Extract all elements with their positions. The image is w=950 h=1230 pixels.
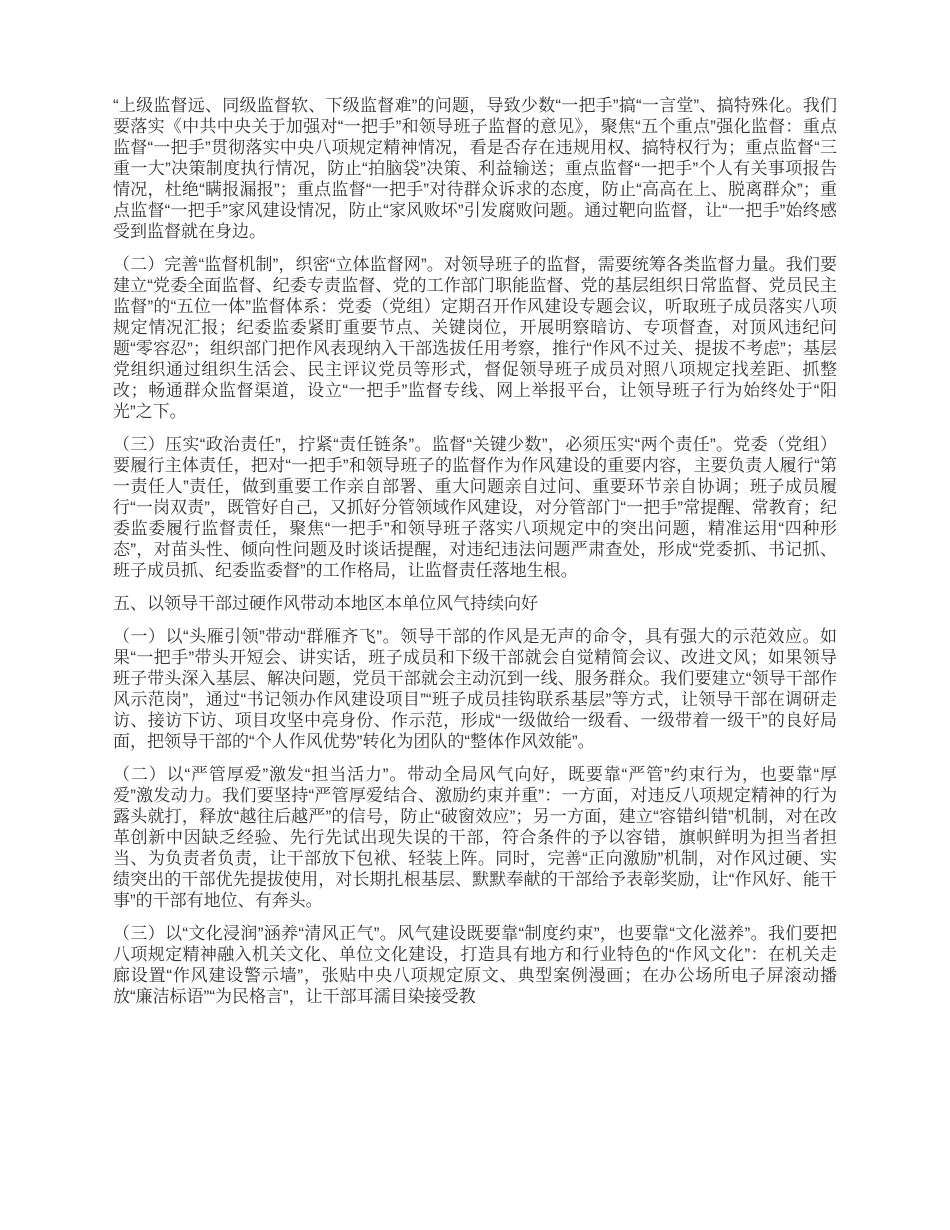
paragraph-supervision-mechanism: （二）完善“监督机制”，织密“立体监督网”。对领导班子的监督，需要统筹各类监督力量。我们要建立“党委全面监督、纪委专责监督、党的工作部门职能监督、党的基层组织日常监督、党员民主监督”的“五位一体”监督体系：党委（党组）定期召开作风建设专题会议，听取班子成员落实八项规定情况汇报；纪委监委紧盯重要节点、关键岗位，开展明察暗访、专项督查，对顶风违纪问题“零容忍”；组织部门把作风表现纳入干部选拔任用考察，推行“作风不过关、提拔不考虑”；基层党组织通过组织生活会、民主评议党员等形式，督促领导班子成员对照八项规定找差距、抓整改；畅通群众监督渠道，设立“一把手”监督专线、网上举报平台，让领导班子行为始终处于“阳光”之下。 bbox=[113, 255, 837, 421]
document-page bbox=[113, 95, 837, 1019]
paragraph-lead-goose: （一）以“头雁引领”带动“群雁齐飞”。领导干部的作风是无声的命令，具有强大的示范效应。如果“一把手”带头开短会、讲实话，班子成员和下级干部就会自觉精简会议、改进文风；如果领导班子带头深入基层、解决问题，党员干部就会主动沉到一线、服务群众。我们要建立“领导干部作风示范岗”，通过“书记领办作风建设项目”“班子成员挂钩联系基层”等方式，让领导干部在调研走访、接访下访、项目攻坚中亮身份、作示范，形成“一级做给一级看、一级带着一级干”的良好局面，把领导干部的“个人作风优势”转化为团队的“整体作风效能”。 bbox=[113, 627, 837, 751]
paragraph-political-responsibility: （三）压实“政治责任”，拧紧“责任链条”。监督“关键少数”，必须压实“两个责任”。党委（党组）要履行主体责任，把对“一把手”和领导班子的监督作为作风建设的重要内容，主要负责人履行“第一责任人”责任，做到重要工作亲自部署、重大问题亲自过问、重要环节亲自协调；班子成员履行“一岗双责”，既管好自己，又抓好分管领域作风建设，对分管部门“一把手”常提醒、常教育；纪委监委履行监督责任，聚焦“一把手”和领导班子落实八项规定中的突出问题，精准运用“四种形态”，对苗头性、倾向性问题及时谈话提醒，对违纪违法问题严肃查处，形成“党委抓、书记抓、班子成员抓、纪委监委督”的工作格局，让监督责任落地生根。 bbox=[113, 435, 837, 580]
paragraph-supervision-focus: “上级监督远、同级监督软、下级监督难”的问题，导致少数“一把手”搞“一言堂”、搞特殊化。我们要落实《中共中央关于加强对“一把手”和领导班子监督的意见》，聚焦“五个重点”强化监督：重点监督“一把手”贯彻落实中央八项规定精神情况，看是否存在违规用权、搞特权行为；重点监督“三重一大”决策制度执行情况，防止“拍脑袋”决策、利益输送；重点监督“一把手”个人有关事项报告情况，杜绝“瞒报漏报”；重点监督“一把手”对待群众诉求的态度，防止“高高在上、脱离群众”；重点监督“一把手”家风建设情况，防止“家风败坏”引发腐败问题。通过靶向监督，让“一把手”始终感受到监督就在身边。 bbox=[113, 96, 837, 241]
paragraph-culture-nurture: （三）以“文化浸润”涵养“清风正气”。风气建设既要靠“制度约束”，也要靠“文化滋养”。我们要把八项规定精神融入机关文化、单位文化建设，打造具有地方和行业特色的“作风文化”：在机关走廊设置“作风建设警示墙”，张贴中央八项规定原文、典型案例漫画；在办公场所电子屏滚动播放“廉洁标语”“为民格言”，让干部耳濡目染接受教 bbox=[113, 924, 837, 1006]
section-heading-five: 五、以领导干部过硬作风带动本地区本单位风气持续向好 bbox=[113, 594, 538, 613]
paragraph-strict-care: （二）以“严管厚爱”激发“担当活力”。带动全局风气向好，既要靠“严管”约束行为，也要靠“厚爱”激发动力。我们要坚持“严管厚爱结合、激励约束并重”：一方面，对违反八项规定精神的行为露头就打，释放“越往后越严”的信号，防止“破窗效应”；另一方面，建立“容错纠错”机制，对在改革创新中因缺乏经验、先行先试出现失误的干部，符合条件的予以容错，旗帜鲜明为担当者担当、为负责者负责，让干部放下包袱、轻装上阵。同时，完善“正向激励”机制，对作风过硬、实绩突出的干部优先提拔使用，对长期扎根基层、默默奉献的干部给予表彰奖励，让“作风好、能干事”的干部有地位、有奔头。 bbox=[113, 765, 837, 910]
